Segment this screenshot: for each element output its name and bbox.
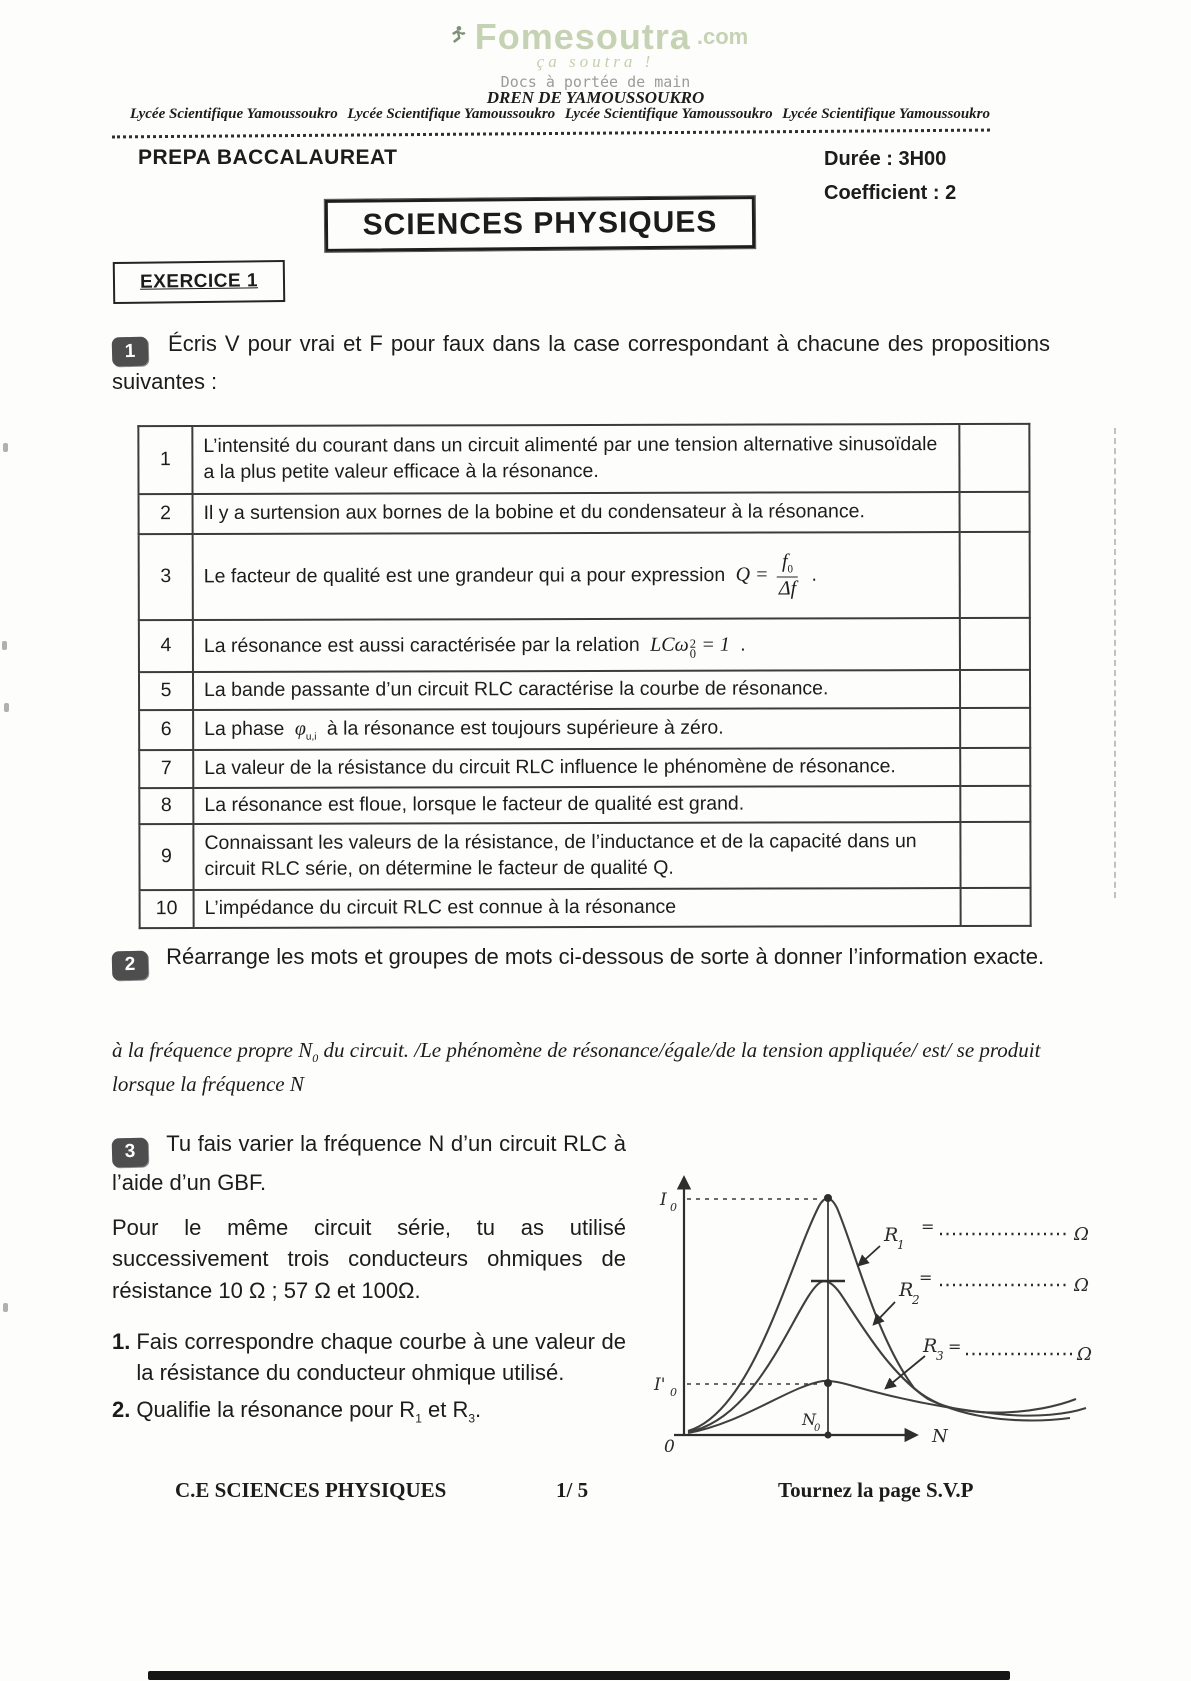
- y-peak-sub: 0: [670, 1201, 677, 1214]
- r3-sub: 3: [936, 1349, 944, 1363]
- subject-title-box: [325, 196, 755, 252]
- r3-arrow: [886, 1356, 925, 1388]
- proposition-text: La valeur de la résistance du circuit RLC influence le phénomène de résonance.: [193, 748, 960, 788]
- fragments-part: du circuit. /Le phénomène de résonance/égale/de la tension appliquée/ est/ se produit lorsque la fréquence N: [112, 1038, 1041, 1096]
- question-1-badge: 1: [112, 337, 149, 367]
- row-number: 10: [140, 890, 194, 928]
- footer-page-number: 1/ 5: [556, 1478, 589, 1502]
- dotted-separator: [112, 129, 990, 139]
- equals-sign: =: [948, 1337, 962, 1356]
- coefficient-label: Coefficient : 2: [824, 182, 957, 204]
- answer-cell: [961, 888, 1031, 926]
- equals-sign: =: [921, 1217, 935, 1236]
- table-row: [139, 748, 1030, 788]
- fragments-part: à la fréquence propre N: [112, 1038, 313, 1062]
- x-axis-label: N: [932, 1426, 948, 1447]
- question-1-intro: Écris V pour vrai et F pour faux dans la case correspondant à chacune des propositions suivantes :: [112, 331, 1050, 395]
- fragments-sub: 0: [312, 1051, 319, 1066]
- table-row: [139, 618, 1030, 672]
- proposition-text-part: à la résonance est toujours supérieure à zéro.: [326, 716, 724, 740]
- axis-point: [825, 1432, 832, 1439]
- scan-speck: [3, 443, 8, 452]
- school-name: Lycée Scientifique Yamoussoukro: [564, 106, 773, 122]
- y-low-label: I': [654, 1375, 666, 1395]
- answer-cell: [960, 748, 1030, 786]
- x-resonance-label: N: [802, 1410, 816, 1429]
- runner-icon: [443, 22, 469, 53]
- question-2: [112, 940, 1058, 980]
- answer-cell: [960, 708, 1030, 748]
- r2-label: R: [899, 1279, 914, 1301]
- resonance-curve-r2: [688, 1281, 1076, 1432]
- proposition-text: Il y a surtension aux bornes de la bobine et du condensateur à la résonance.: [193, 492, 960, 534]
- list-item-text: Fais correspondre chaque courbe à une valeur de la résistance du conducteur ohmique utilisé.: [136, 1328, 626, 1386]
- school-name-row: [130, 106, 990, 123]
- r2-arrow: [874, 1302, 895, 1324]
- scan-artifact-dashes: [1114, 428, 1116, 898]
- proposition-text-part: .: [811, 563, 817, 586]
- r2-sub: 2: [912, 1293, 920, 1307]
- question-2-text: Réarrange les mots et groupes de mots ci-dessous de sorte à donner l’information exacte.: [166, 944, 1045, 969]
- answer-cell: [960, 532, 1030, 618]
- answer-cell: [960, 822, 1030, 888]
- duration-label: Durée : 3H00: [824, 148, 947, 170]
- proposition-text: La résonance est floue, lorsque le facteur de qualité est grand.: [193, 786, 960, 824]
- table-row: [139, 532, 1030, 620]
- row-number: 8: [139, 788, 193, 824]
- origin-label: 0: [664, 1437, 675, 1457]
- quality-factor-formula: Q = $\frac{f_0}{\Delta f}$: [735, 550, 797, 600]
- x-resonance-sub: 0: [814, 1423, 821, 1434]
- scan-speck: [2, 641, 7, 650]
- row-number: 9: [139, 824, 193, 890]
- r1-label: R: [884, 1224, 899, 1246]
- question-3-list: [112, 1326, 626, 1428]
- row-number: 7: [139, 750, 193, 788]
- ohm-unit: Ω: [1077, 1344, 1092, 1365]
- question-3: [112, 1128, 626, 1434]
- proposition-text-part: La phase: [204, 717, 285, 740]
- exercise-title-box: [113, 260, 286, 304]
- table-row: [139, 786, 1030, 824]
- row-number: 2: [139, 494, 193, 534]
- table-row: [140, 888, 1031, 928]
- resonance-graph: [618, 1162, 1123, 1467]
- answer-cell: [959, 424, 1029, 492]
- peak-point: [824, 1194, 832, 1202]
- table-row: [139, 492, 1030, 534]
- proposition-text-part: Le facteur de qualité est une grandeur qui a pour expression: [203, 563, 726, 588]
- footer-turn-page: Tournez la page S.V.P: [778, 1478, 974, 1502]
- watermark-tagline: ça soutra !: [536, 52, 655, 71]
- question-3-intro: Tu fais varier la fréquence N d’un circuit RLC à l’aide d’un GBF.: [112, 1131, 626, 1195]
- row-number: 5: [139, 672, 193, 710]
- watermark: [0, 16, 1191, 91]
- list-item-text: Qualifie la résonance pour $R_1$ et $R_3$.: [136, 1397, 482, 1426]
- table-row: [139, 670, 1030, 710]
- ohm-unit: Ω: [1074, 1224, 1089, 1245]
- truefalse-table: [137, 423, 1031, 929]
- scan-speck: [3, 1303, 8, 1312]
- scan-speck: [4, 703, 9, 712]
- r1-sub: 1: [897, 1238, 905, 1252]
- question-3-badge: 3: [112, 1138, 149, 1168]
- low-peak-point: [824, 1379, 832, 1387]
- list-item: [112, 1394, 626, 1427]
- answer-cell: [960, 670, 1030, 708]
- footer-subject: C.E SCIENCES PHYSIQUES: [175, 1478, 447, 1502]
- proposition-text-part: La résonance est aussi caractérisée par la relation: [203, 633, 640, 657]
- list-item-number: 2.: [112, 1397, 131, 1423]
- school-name: Lycée Scientifique Yamoussoukro: [130, 106, 338, 122]
- school-name: Lycée Scientifique Yamoussoukro: [347, 106, 556, 122]
- r1-arrow: [859, 1246, 880, 1265]
- proposition-text: [193, 708, 960, 750]
- question-1: [112, 328, 1050, 398]
- exercise-title: EXERCICE 1: [139, 270, 259, 293]
- resonance-curve-r3: [688, 1381, 1086, 1433]
- table-row: [138, 424, 1029, 494]
- phase-symbol: $\varphi_{u,i}$: [294, 717, 317, 743]
- school-name: Lycée Scientifique Yamoussoukro: [782, 106, 990, 122]
- exam-meta: [824, 142, 956, 210]
- y-low-sub: 0: [670, 1386, 677, 1399]
- subject-title: SCIENCES PHYSIQUES: [362, 205, 718, 242]
- scan-edge-bar: [148, 1671, 1010, 1680]
- proposition-text: La bande passante d’un circuit RLC caractérise la courbe de résonance.: [193, 670, 960, 710]
- watermark-brand: Fomesoutra: [474, 16, 691, 57]
- answer-cell: [960, 492, 1030, 532]
- proposition-text: Connaissant les valeurs de la résistance, de l’inductance et de la capacité dans un circuit RLC série, on détermine le facteur de qualité Q.: [193, 822, 960, 890]
- resonance-relation-formula: LCω 2 0 = 1: [650, 633, 730, 661]
- ohm-unit: Ω: [1074, 1275, 1089, 1296]
- r3-label: R: [923, 1335, 938, 1357]
- list-item: [112, 1326, 626, 1388]
- row-number: 1: [138, 426, 192, 494]
- equals-sign: =: [919, 1268, 933, 1287]
- table-row: [139, 708, 1030, 750]
- proposition-text: [193, 532, 960, 620]
- proposition-text: L’impédance du circuit RLC est connue à la résonance: [194, 888, 961, 928]
- answer-cell: [960, 786, 1030, 822]
- watermark-brand-suffix: .com: [696, 24, 749, 49]
- proposition-text: L’intensité du courant dans un circuit alimenté par une tension alternative sinusoïdale a la plus petite valeur efficace à la résonance.: [192, 424, 959, 494]
- exam-label: PREPA BACCALAUREAT: [138, 146, 398, 169]
- row-number: 3: [139, 534, 193, 620]
- row-number: 4: [139, 620, 193, 672]
- proposition-text-part: .: [740, 633, 746, 656]
- answer-cell: [960, 618, 1030, 670]
- question-3-paragraph: Pour le même circuit série, tu as utilisé successivement trois conducteurs ohmiques de résistance 10 Ω ; 57 Ω et 100Ω.: [112, 1215, 626, 1303]
- row-number: 6: [139, 710, 193, 750]
- question-2-badge: 2: [112, 950, 149, 980]
- table-row: [139, 822, 1030, 890]
- region-header: DREN DE YAMOUSSOUKRO: [486, 88, 705, 107]
- word-fragments: [112, 1034, 1056, 1100]
- proposition-text: [193, 618, 960, 672]
- y-peak-label: I: [660, 1190, 667, 1210]
- list-item-number: 1.: [112, 1328, 131, 1354]
- watermark-subtitle: Docs à portée de main: [500, 73, 691, 91]
